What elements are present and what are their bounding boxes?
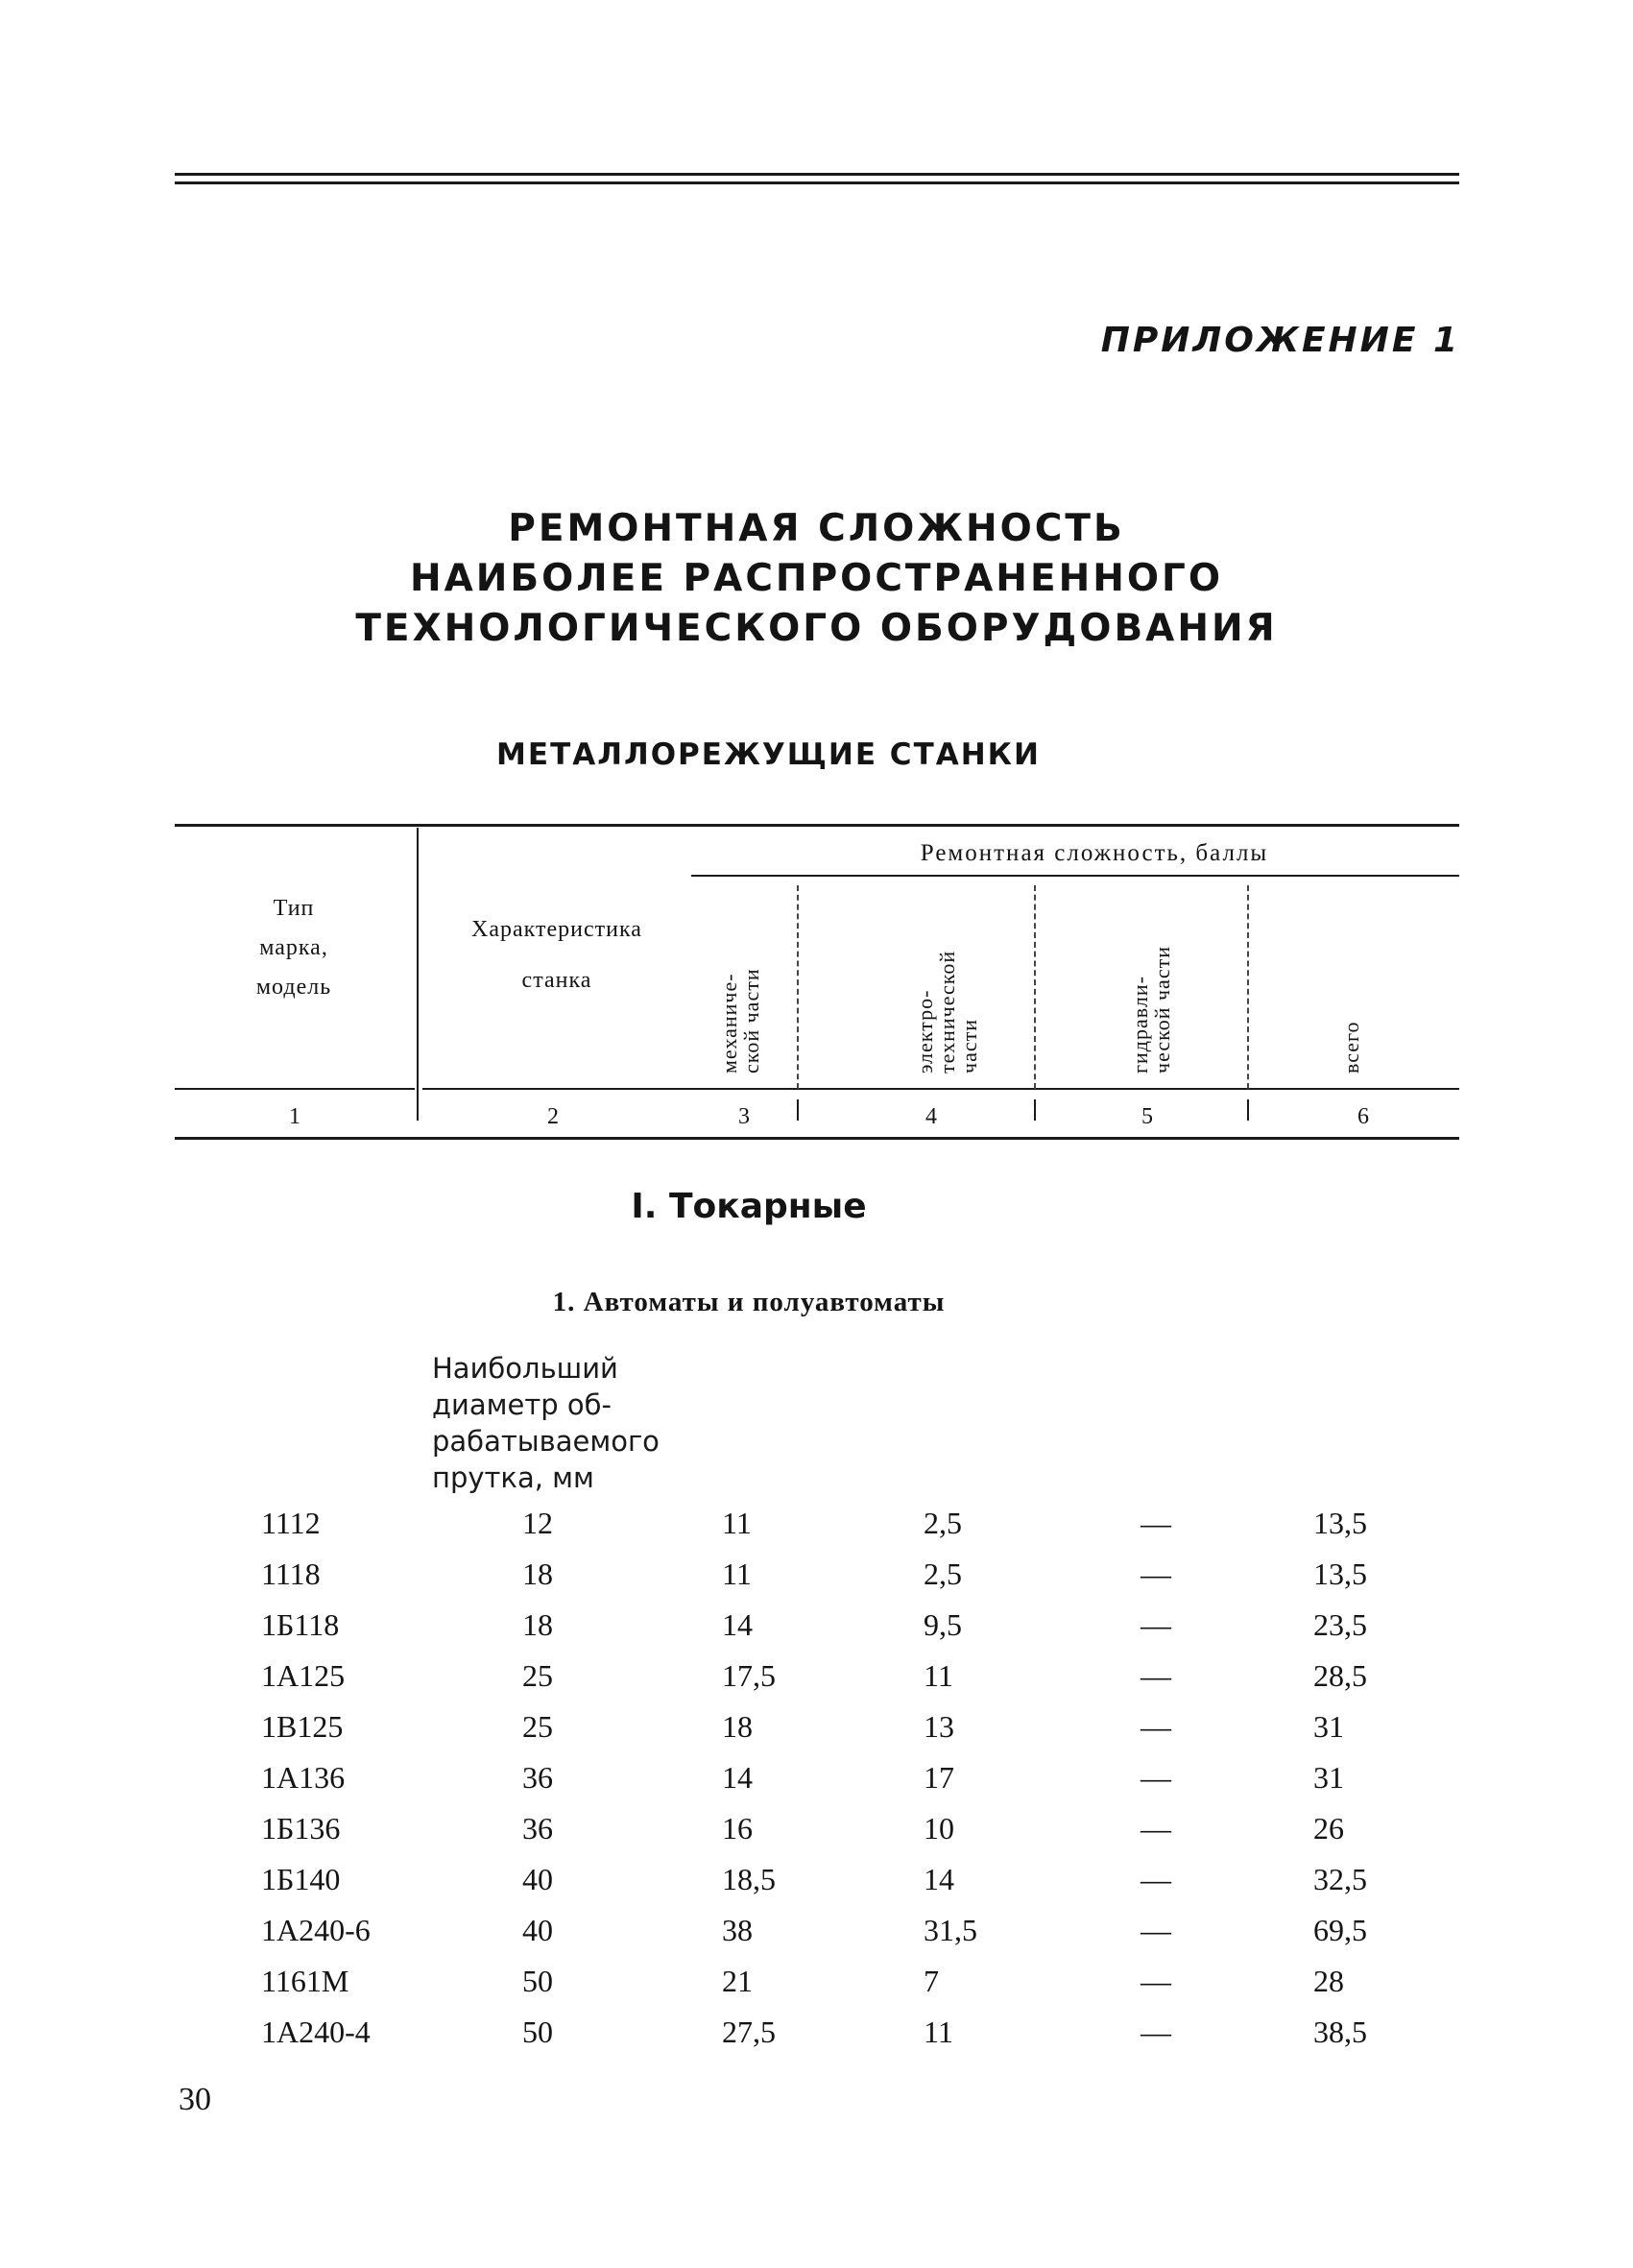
- model-cell: 1А240-6: [261, 1913, 371, 1947]
- model-cell: 1Б118: [261, 1607, 340, 1642]
- total-cell: 13,5: [1313, 1556, 1367, 1591]
- electrical-cell: 14: [924, 1862, 954, 1896]
- hydraulic-cell: —: [1141, 1913, 1171, 1947]
- top-rule: [175, 173, 1459, 176]
- characteristic-cell: 40: [522, 1862, 553, 1896]
- title-line-2: НАИБОЛЕЕ РАСПРОСТРАНЕННОГО: [409, 557, 1224, 600]
- col1-header: Тип марка, модель: [255, 896, 332, 1000]
- electrical-cell: 2,5: [924, 1556, 962, 1591]
- mechanical-cell: 11: [722, 1506, 752, 1540]
- electrical-cell: 10: [924, 1811, 954, 1846]
- model-cell: 1118: [261, 1556, 321, 1591]
- characteristic-cell: 40: [522, 1913, 553, 1947]
- characteristic-cell: 18: [522, 1607, 553, 1642]
- col2-header: Характеристика станка: [471, 917, 642, 993]
- mechanical-cell: 27,5: [722, 2015, 776, 2049]
- hydraulic-cell: —: [1141, 1760, 1171, 1795]
- col6-header: всего: [1339, 1021, 1363, 1074]
- table-row: [0, 1964, 1633, 2014]
- electrical-cell: 31,5: [924, 1913, 977, 1947]
- col-number-2: 2: [547, 1104, 559, 1129]
- characteristic-cell: 50: [522, 2015, 553, 2049]
- col4-header: электро- технической части: [913, 950, 982, 1074]
- characteristic-cell: 25: [522, 1709, 553, 1744]
- model-cell: 1161М: [261, 1964, 349, 1998]
- hydraulic-cell: —: [1141, 1709, 1171, 1744]
- col3-header: механиче- ской части: [717, 968, 764, 1074]
- mechanical-cell: 14: [722, 1760, 753, 1795]
- characteristic-cell: 12: [522, 1506, 553, 1540]
- total-cell: 31: [1313, 1709, 1344, 1744]
- hydraulic-cell: —: [1141, 2015, 1171, 2049]
- total-cell: 28,5: [1313, 1658, 1367, 1693]
- electrical-cell: 11: [924, 1658, 953, 1693]
- table-row: [0, 1760, 1633, 1810]
- model-cell: 1А125: [261, 1658, 346, 1693]
- characteristic-cell: 36: [522, 1760, 553, 1795]
- total-cell: 69,5: [1313, 1913, 1367, 1947]
- electrical-cell: 7: [924, 1964, 939, 1998]
- model-cell: 1В125: [261, 1709, 344, 1744]
- model-cell: 1А240-4: [261, 2015, 371, 2049]
- mechanical-cell: 14: [722, 1607, 753, 1642]
- col-number-5: 5: [1141, 1104, 1153, 1129]
- total-cell: 28: [1313, 1964, 1344, 1998]
- hydraulic-cell: —: [1141, 1607, 1171, 1642]
- table-row: [0, 1862, 1633, 1912]
- characteristic-cell: 25: [522, 1658, 553, 1693]
- title-line-1: РЕМОНТНАЯ СЛОЖНОСТЬ: [508, 507, 1125, 550]
- total-cell: 13,5: [1313, 1506, 1367, 1540]
- hydraulic-cell: —: [1141, 1811, 1171, 1846]
- model-cell: 1Б136: [261, 1811, 341, 1846]
- electrical-cell: 13: [924, 1709, 954, 1744]
- table-row: [0, 1709, 1633, 1759]
- model-cell: 1А136: [261, 1760, 346, 1795]
- table-row: [0, 2015, 1633, 2064]
- mechanical-cell: 21: [722, 1964, 753, 1998]
- total-cell: 26: [1313, 1811, 1344, 1846]
- col-number-3: 3: [738, 1104, 750, 1129]
- mechanical-cell: 16: [722, 1811, 753, 1846]
- total-cell: 38,5: [1313, 2015, 1367, 2049]
- col-number-1: 1: [289, 1104, 300, 1129]
- table-row: [0, 1556, 1633, 1606]
- characteristic-cell: 50: [522, 1964, 553, 1998]
- table-row: [0, 1607, 1633, 1657]
- mechanical-cell: 18: [722, 1709, 753, 1744]
- mechanical-cell: 11: [722, 1556, 752, 1591]
- col-number-6: 6: [1357, 1104, 1369, 1129]
- subsection-title: 1. Автоматы и полуавтоматы: [552, 1287, 946, 1317]
- group-header: Ремонтная сложность, баллы: [920, 840, 1269, 866]
- col5-header: гидравли- ческой части: [1128, 946, 1175, 1074]
- total-cell: 32,5: [1313, 1862, 1367, 1896]
- appendix-label: ПРИЛОЖЕНИЕ 1: [1100, 321, 1460, 360]
- mechanical-cell: 17,5: [722, 1658, 776, 1693]
- electrical-cell: 11: [924, 2015, 953, 2049]
- hydraulic-cell: —: [1141, 1556, 1171, 1591]
- electrical-cell: 9,5: [924, 1607, 962, 1642]
- characteristic-cell: 36: [522, 1811, 553, 1846]
- mechanical-cell: 18,5: [722, 1862, 776, 1896]
- table-row: [0, 1658, 1633, 1708]
- table-row: [0, 1506, 1633, 1556]
- total-cell: 23,5: [1313, 1607, 1367, 1642]
- model-cell: 1Б140: [261, 1862, 341, 1896]
- total-cell: 31: [1313, 1760, 1344, 1795]
- electrical-cell: 17: [924, 1760, 954, 1795]
- page-number: 30: [179, 2082, 211, 2117]
- table-row: [0, 1913, 1633, 1963]
- section-title: I. Токарные: [631, 1187, 867, 1226]
- hydraulic-cell: —: [1141, 1658, 1171, 1693]
- table-row: [0, 1811, 1633, 1861]
- hydraulic-cell: —: [1141, 1964, 1171, 1998]
- hydraulic-cell: —: [1141, 1506, 1171, 1540]
- col-number-4: 4: [925, 1104, 937, 1129]
- top-rule-second: [175, 181, 1459, 184]
- model-cell: 1112: [261, 1506, 321, 1540]
- subtitle: МЕТАЛЛОРЕЖУЩИЕ СТАНКИ: [496, 737, 1041, 772]
- characteristic-cell: 18: [522, 1556, 553, 1591]
- title-line-3: ТЕХНОЛОГИЧЕСКОГО ОБОРУДОВАНИЯ: [355, 607, 1278, 650]
- mechanical-cell: 38: [722, 1913, 753, 1947]
- hydraulic-cell: —: [1141, 1862, 1171, 1896]
- electrical-cell: 2,5: [924, 1506, 962, 1540]
- characteristic-header: Наибольший диаметр об- рабатываемого прутка, мм: [432, 1352, 660, 1494]
